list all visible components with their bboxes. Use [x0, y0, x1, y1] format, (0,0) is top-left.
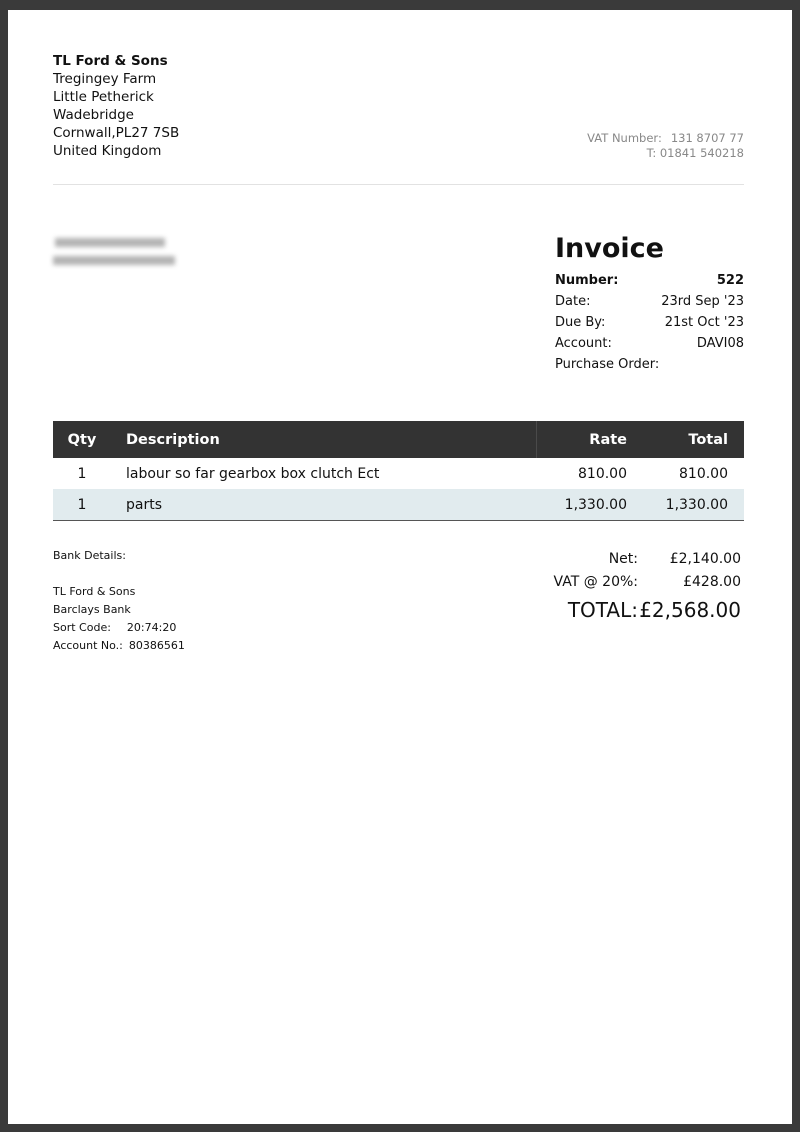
grand-total-amount: £2,568.00 — [639, 598, 741, 622]
due-date-row — [555, 312, 744, 333]
redacted-line — [53, 256, 175, 265]
row-total: 810.00 — [679, 465, 728, 482]
total-header: Total — [640, 421, 744, 458]
grand-total-label: TOTAL: — [567, 598, 638, 622]
account-code: DAVI08 — [696, 336, 744, 351]
vat-number-row — [587, 131, 744, 146]
due-date-label: Due By: — [555, 315, 606, 330]
grand-total-row — [528, 594, 744, 626]
row-description: parts — [111, 489, 537, 521]
redacted-recipient-address — [53, 236, 183, 272]
row-rate: 810.00 — [578, 465, 627, 482]
rate-header: Rate — [537, 421, 641, 458]
supplier-address — [53, 52, 179, 160]
due-date: 21st Oct '23 — [664, 315, 744, 330]
bank-name: Barclays Bank — [53, 603, 131, 616]
sort-code-row — [53, 619, 185, 637]
invoice-date: 23rd Sep '23 — [661, 294, 744, 309]
purchase-order-label: Purchase Order: — [555, 357, 660, 372]
invoice-number-label: Number: — [555, 273, 619, 288]
table-row — [53, 458, 744, 489]
account-number-row — [53, 637, 185, 655]
invoice-page — [8, 10, 792, 1124]
header-divider — [53, 184, 744, 185]
row-description: labour so far gearbox box clutch Ect — [126, 465, 380, 482]
table-header-row — [53, 421, 744, 458]
account-number-label: Account No.: — [53, 639, 123, 652]
line-items-table — [53, 421, 744, 521]
sort-code-label: Sort Code: — [53, 621, 111, 634]
vat-row — [528, 571, 744, 594]
supplier-contact — [587, 131, 744, 161]
vat-number: 131 8707 77 — [670, 131, 744, 145]
table-row — [53, 489, 744, 521]
net-amount: £2,140.00 — [669, 551, 741, 567]
invoice-details — [555, 232, 744, 375]
address-line: Cornwall,PL27 7SB — [53, 125, 180, 141]
account-row — [555, 333, 744, 354]
vat-label: VAT @ 20%: — [553, 574, 638, 590]
net-label: Net: — [608, 551, 638, 567]
invoice-number: 522 — [716, 273, 744, 288]
supplier-name: TL Ford & Sons — [53, 53, 168, 69]
net-row — [528, 548, 744, 571]
invoice-date-row — [555, 291, 744, 312]
address-line: Little Petherick — [53, 89, 154, 105]
qty-header: Qty — [53, 421, 111, 458]
phone-number: T: 01841 540218 — [646, 146, 744, 160]
totals-summary — [528, 548, 744, 626]
row-qty: 1 — [77, 465, 87, 482]
purchase-order-row — [555, 354, 744, 375]
vat-amount: £428.00 — [683, 574, 741, 590]
bank-details — [53, 547, 185, 655]
invoice-number-row — [555, 270, 744, 291]
account-number: 80386561 — [128, 639, 185, 652]
account-label: Account: — [555, 336, 612, 351]
address-line: Wadebridge — [53, 107, 134, 123]
description-header: Description — [111, 421, 537, 458]
row-qty: 1 — [53, 489, 111, 521]
row-total: 1,330.00 — [640, 489, 744, 521]
bank-details-heading: Bank Details: — [53, 549, 126, 562]
row-rate: 1,330.00 — [537, 489, 641, 521]
address-line: United Kingdom — [53, 143, 162, 159]
address-line: Tregingey Farm — [53, 71, 157, 87]
invoice-title: Invoice — [555, 233, 664, 264]
vat-number-label: VAT Number: — [587, 131, 662, 145]
redacted-line — [55, 238, 165, 247]
bank-account-name: TL Ford & Sons — [53, 585, 136, 598]
sort-code: 20:74:20 — [126, 621, 177, 634]
invoice-date-label: Date: — [555, 294, 591, 309]
